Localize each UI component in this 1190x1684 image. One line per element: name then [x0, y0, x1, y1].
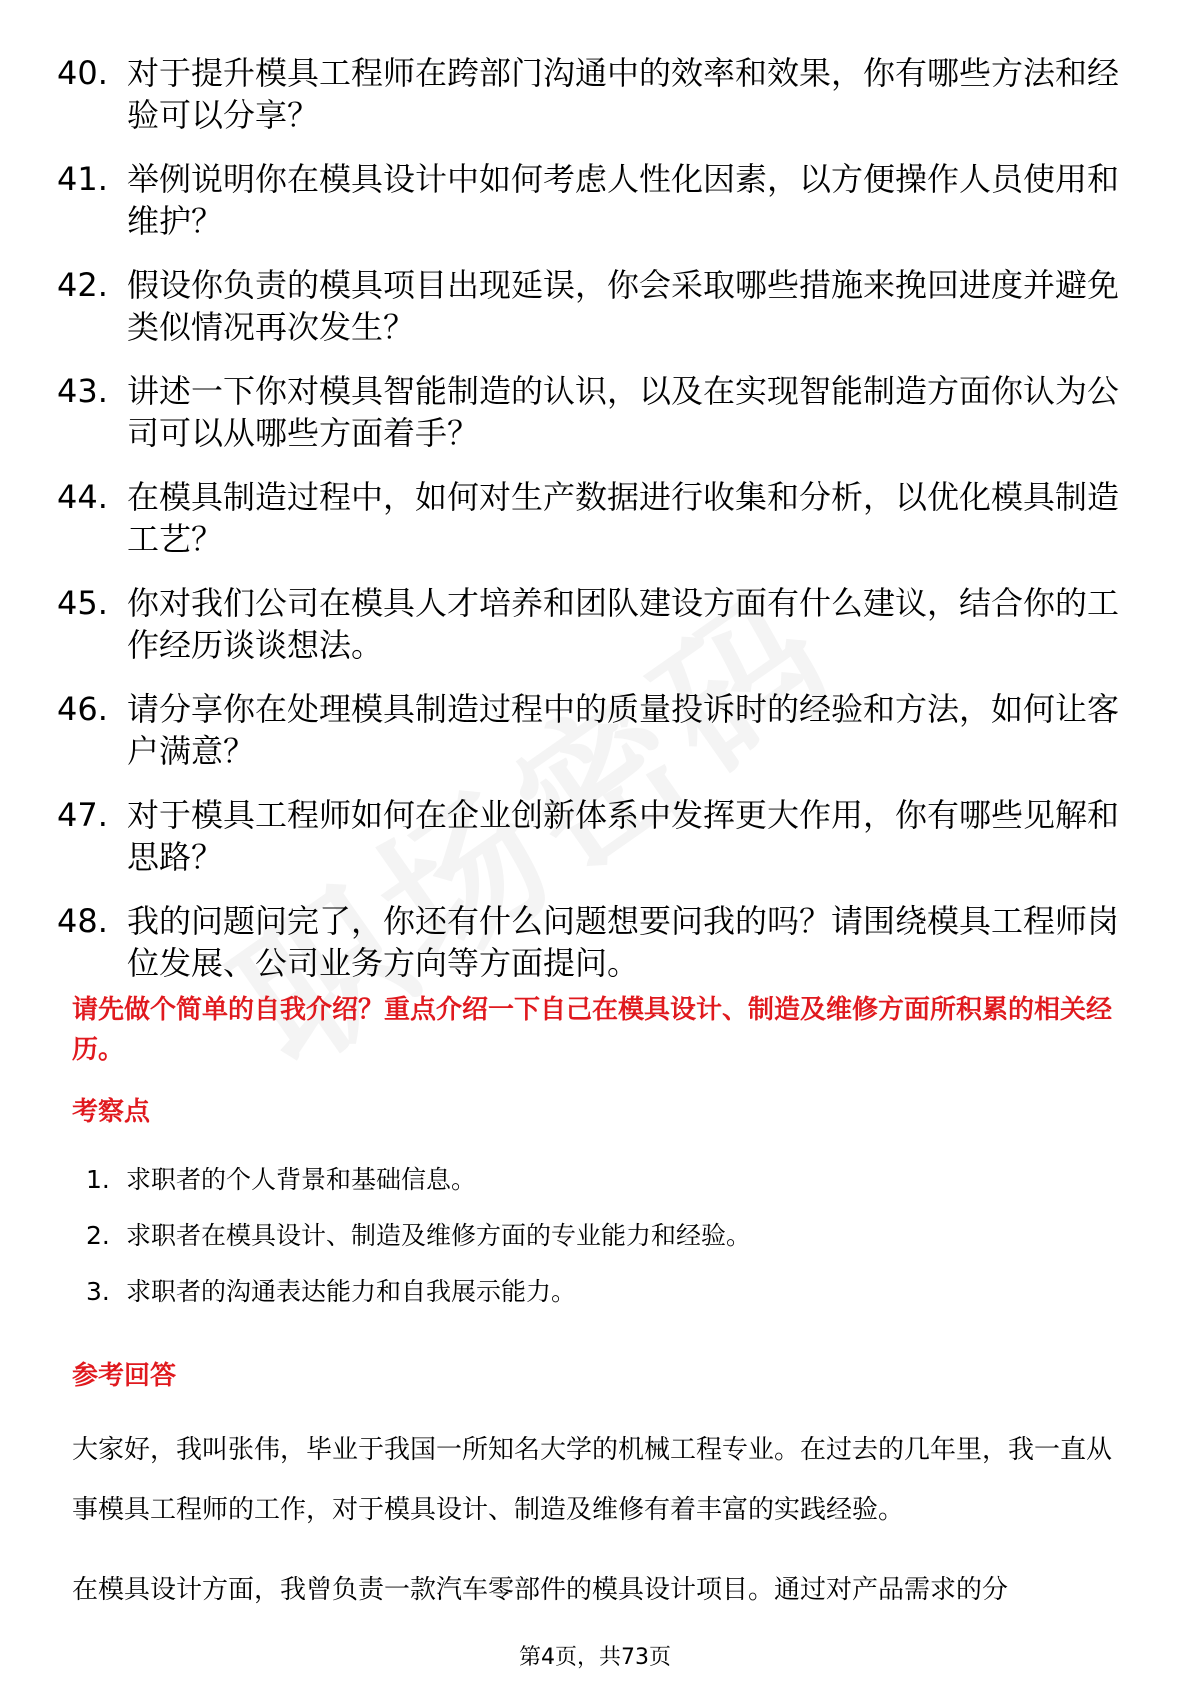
question-item	[57, 264, 1127, 348]
question-number: 46.	[57, 690, 108, 728]
question-number: 43.	[57, 372, 108, 410]
question-text: 假设你负责的模具项目出现延误，你会采取哪些措施来挽回进度并避免类似情况再次发生？	[127, 266, 1120, 346]
point-item	[86, 1162, 751, 1198]
question-text: 你对我们公司在模具人才培养和团队建设方面有什么建议，结合你的工作经历谈谈想法。	[127, 584, 1120, 664]
question-number: 48.	[57, 902, 108, 940]
point-number: 1.	[86, 1165, 110, 1194]
point-text: 求职者的个人背景和基础信息。	[126, 1165, 477, 1194]
point-number: 3.	[86, 1277, 110, 1306]
question-item	[57, 476, 1127, 560]
page-number: 第4页，共73页	[519, 1645, 671, 1670]
point-item	[86, 1218, 751, 1254]
question-text: 对于提升模具工程师在跨部门沟通中的效率和效果，你有哪些方法和经验可以分享？	[127, 54, 1120, 134]
points-label: 考察点	[72, 1097, 151, 1127]
question-heading: 请先做个简单的自我介绍？重点介绍一下自己在模具设计、制造及维修方面所积累的相关经历。	[72, 995, 1113, 1065]
question-number: 45.	[57, 584, 108, 622]
question-item	[57, 52, 1127, 136]
question-item	[57, 582, 1127, 666]
question-text: 讲述一下你对模具智能制造的认识，以及在实现智能制造方面你认为公司可以从哪些方面着手？	[127, 372, 1120, 452]
answer-paragraph: 在模具设计方面，我曾负责一款汽车零部件的模具设计项目。通过对产品需求的分	[72, 1575, 1009, 1605]
question-text: 对于模具工程师如何在企业创新体系中发挥更大作用，你有哪些见解和思路？	[127, 796, 1120, 876]
question-item	[57, 158, 1127, 242]
question-number: 47.	[57, 796, 108, 834]
question-item	[57, 900, 1127, 984]
answer-paragraph: 大家好，我叫张伟，毕业于我国一所知名大学的机械工程专业。在过去的几年里，我一直从事模具工程师的工作，对于模具设计、制造及维修有着丰富的实践经验。	[72, 1435, 1113, 1525]
question-text: 在模具制造过程中，如何对生产数据进行收集和分析，以优化模具制造工艺？	[127, 478, 1120, 558]
question-number: 41.	[57, 160, 108, 198]
question-number: 42.	[57, 266, 108, 304]
question-item	[57, 370, 1127, 454]
question-item	[57, 794, 1127, 878]
question-text: 我的问题问完了，你还有什么问题想要问我的吗？请围绕模具工程师岗位发展、公司业务方向等方面提问。	[127, 902, 1120, 982]
question-number: 44.	[57, 478, 108, 516]
points-list	[86, 1162, 751, 1330]
point-text: 求职者的沟通表达能力和自我展示能力。	[126, 1277, 577, 1306]
point-item	[86, 1274, 751, 1310]
question-text: 请分享你在处理模具制造过程中的质量投诉时的经验和方法，如何让客户满意？	[127, 690, 1120, 770]
question-number: 40.	[57, 54, 108, 92]
question-text: 举例说明你在模具设计中如何考虑人性化因素，以方便操作人员使用和维护？	[127, 160, 1120, 240]
answer-label: 参考回答	[72, 1361, 177, 1391]
question-list	[57, 52, 1127, 1006]
point-text: 求职者在模具设计、制造及维修方面的专业能力和经验。	[126, 1221, 752, 1250]
question-item	[57, 688, 1127, 772]
point-number: 2.	[86, 1221, 110, 1250]
